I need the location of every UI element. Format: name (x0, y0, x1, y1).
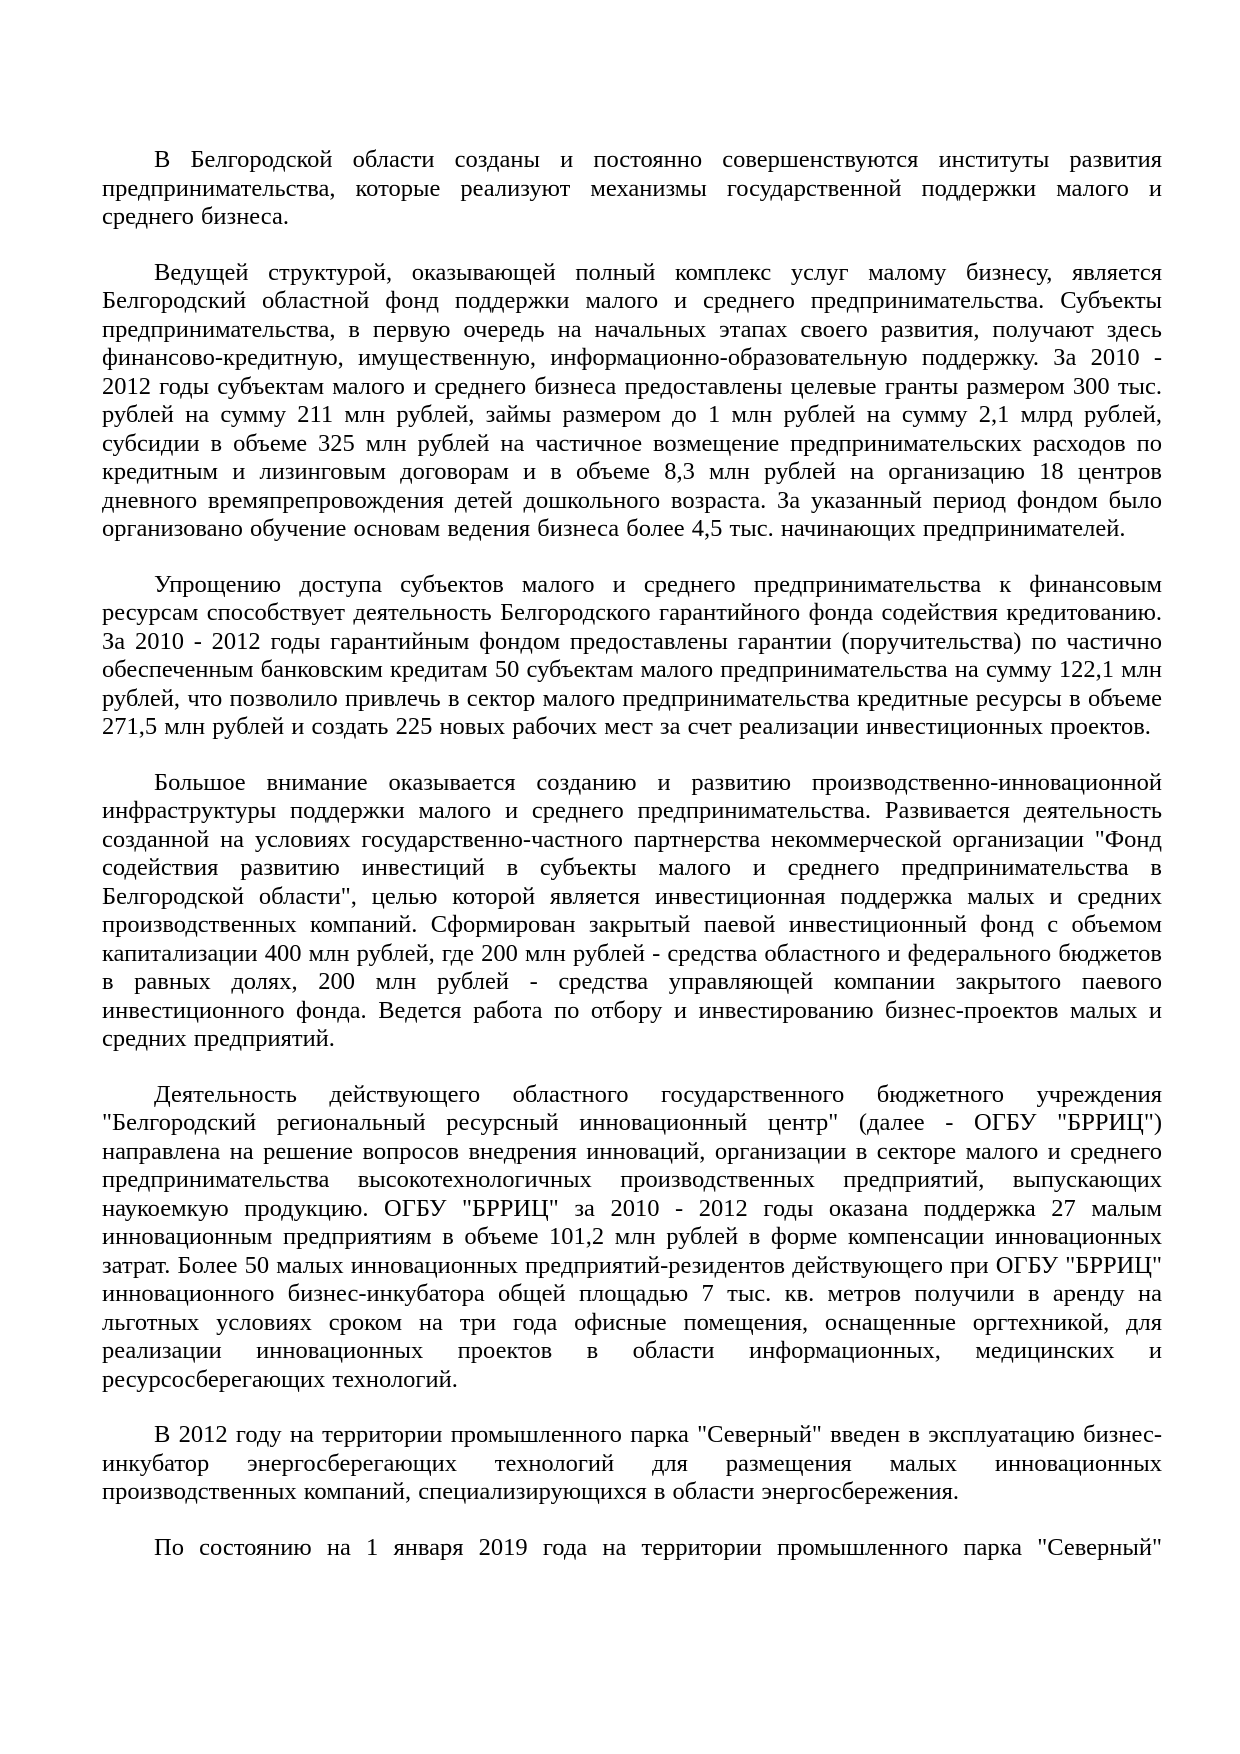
paragraph-5: Деятельность действующего областного государственного бюджетного учреждения "Белгородский региональный ресурсный инновационный центр" (далее - ОГБУ "БРРИЦ") направлена на решение вопросов внедрения инноваций, организации в секторе малого и среднего предпринимательства высокотехнологичных производственных предприятий, выпускающих наукоемкую продукцию. ОГБУ "БРРИЦ" за 2010 - 2012 годы оказана поддержка 27 малым инновационным предприятиям в объеме 101,2 млн рублей в форме компенсации инновационных затрат. Более 50 малых инновационных предприятий-резидентов действующего при ОГБУ "БРРИЦ" инновационного бизнес-инкубатора общей площадью 7 тыс. кв. метров получили в аренду на льготных условиях сроком на три года офисные помещения, оснащенные оргтехникой, для реализации инновационных проектов в области информационных, медицинских и ресурсосберегающих технологий. (102, 1080, 1162, 1393)
paragraph-1: В Белгородской области созданы и постоянно совершенствуются институты развития предпринимательства, которые реализуют механизмы государственной поддержки малого и среднего бизнеса. (102, 146, 1162, 230)
paragraph-4: Большое внимание оказывается созданию и развитию производственно-инновационной инфраструктуры поддержки малого и среднего предпринимательства. Развивается деятельность созданной на условиях государственно-частного партнерства некоммерческой организации "Фонд содействия развитию инвестиций в субъекты малого и среднего предпринимательства в Белгородской области", целью которой является инвестиционная поддержка малых и средних производственных компаний. Сформирован закрытый паевой инвестиционный фонд с объемом капитализации 400 млн рублей, где 200 млн рублей - средства областного и федерального бюджетов в равных долях, 200 млн рублей - средства управляющей компании закрытого паевого инвестиционного фонда. Ведется работа по отбору и инвестированию бизнес-проектов малых и средних предприятий. (102, 768, 1162, 1052)
paragraph-2: Ведущей структурой, оказывающей полный комплекс услуг малому бизнесу, является Белгородский областной фонд поддержки малого и среднего предпринимательства. Субъекты предпринимательства, в первую очередь на начальных этапах своего развития, получают здесь финансово-кредитную, имущественную, информационно-образовательную поддержку. За 2010 - 2012 годы субъектам малого и среднего бизнеса предоставлены целевые гранты размером 300 тыс. рублей на сумму 211 млн рублей, займы размером до 1 млн рублей на сумму 2,1 млрд рублей, субсидии в объеме 325 млн рублей на частичное возмещение предпринимательских расходов по кредитным и лизинговым договорам и в объеме 8,3 млн рублей на организацию 18 центров дневного времяпрепровождения детей дошкольного возраста. За указанный период фондом было организовано обучение основам ведения бизнеса более 4,5 тыс. начинающих предпринимателей. (102, 258, 1162, 542)
paragraph-6: В 2012 году на территории промышленного парка "Северный" введен в эксплуатацию бизнес-инкубатор энергосберегающих технологий для размещения малых инновационных производственных компаний, специализирующихся в области энергосбережения. (102, 1421, 1162, 1505)
paragraph-3: Упрощению доступа субъектов малого и среднего предпринимательства к финансовым ресурсам способствует деятельность Белгородского гарантийного фонда содействия кредитованию. За 2010 - 2012 годы гарантийным фондом предоставлены гарантии (поручительства) по частично обеспеченным банковским кредитам 50 субъектам малого предпринимательства на сумму 122,1 млн рублей, что позволило привлечь в сектор малого предпринимательства кредитные ресурсы в объеме 271,5 млн рублей и создать 225 новых рабочих мест за счет реализации инвестиционных проектов. (102, 570, 1162, 740)
paragraph-7: По состоянию на 1 января 2019 года на территории промышленного парка "Северный" (154, 1533, 1162, 1561)
